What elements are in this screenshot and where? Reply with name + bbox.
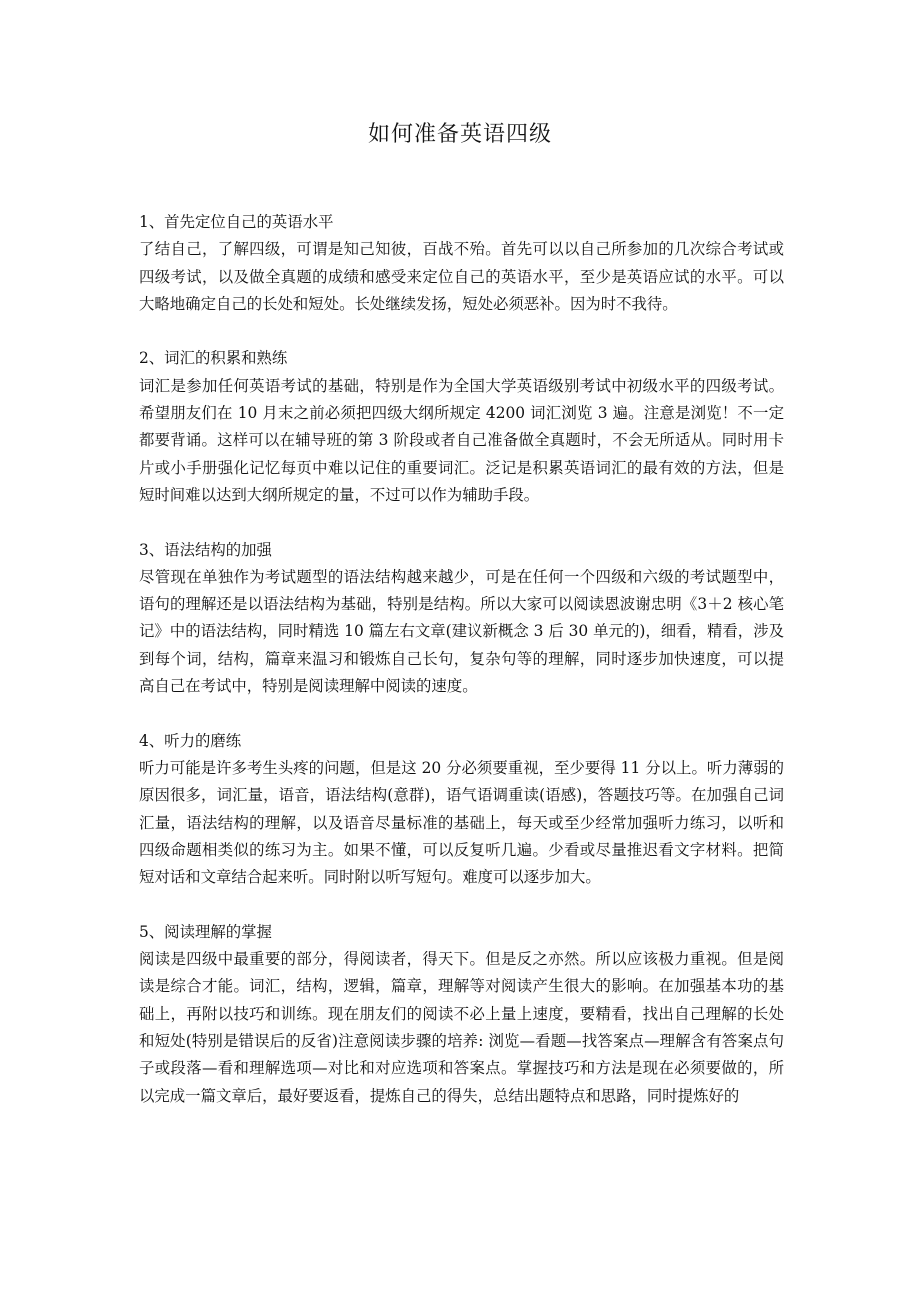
section-paragraph: 尽管现在单独作为考试题型的语法结构越来越少，可是在任何一个四级和六级的考试题型中，语句的理解还是以语法结构为基础，特别是结构。所以大家可以阅读恩波谢忠明《3＋2 核心笔记》中的语法结构，同时精选 10 篇左右文章(建议新概念 3 后 30 单元的)，细看，精看，涉及到每个词，结构，篇章来温习和锻炼自己长句，复杂句等的理解，同时逐步加快速度，可以提高自己在考试中，特别是阅读理解中阅读的速度。: [139, 567, 784, 696]
section-paragraph: 听力可能是许多考生头疼的问题，但是这 20 分必须要重视，至少要得 11 分以上。听力薄弱的原因很多，词汇量，语音，语法结构(意群)，语气语调重读(语感)，答题技巧等。在加强自己词汇量，语法结构的理解，以及语音尽量标准的基础上，每天或至少经常加强听力练习，以听和四级命题相类似的练习为主。如果不懂，可以反复听几遍。少看或尽量推迟看文字材料。把简短对话和文章结合起来听。同时附以听写短句。难度可以逐步加大。: [139, 758, 784, 887]
section-heading: 3、语法结构的加强: [139, 540, 272, 559]
section-paragraph: 词汇是参加任何英语考试的基础，特别是作为全国大学英语级别考试中初级水平的四级考试。希望朋友们在 10 月末之前必须把四级大纲所规定 4200 词汇浏览 3 遍。注意是浏览！不一定都要背诵。这样可以在辅导班的第 3 阶段或者自己准备做全真题时，不会无所适从。同时用卡片或小手册强化记忆每页中难以记住的重要词汇。泛记是积累英语词汇的最有效的方法，但是短时间难以达到大纲所规定的量，不过可以作为辅助手段。: [139, 376, 784, 504]
section-4: [139, 728, 784, 892]
section-paragraph: 阅读是四级中最重要的部分，得阅读者，得天下。但是反之亦然。所以应该极力重视。但是阅读是综合才能。词汇，结构，逻辑，篇章，理解等对阅读产生很大的影响。在加强基本功的基础上，再附以技巧和训练。现在朋友们的阅读不必上量上速度，要精看，找出自己理解的长处和短处(特别是错误后的反省)注意阅读步骤的培养: 浏览—看题—找答案点—理解含有答案点句子或段落—看和理解选项—对比和对应选项和答案点。掌握技巧和方法是现在必须要做的，所以完成一篇文章后，最好要返看，提炼自己的得失，总结出题特点和思路，同时提炼好的: [139, 950, 784, 1105]
section-5: [139, 919, 784, 1110]
section-heading: 1、首先定位自己的英语水平: [139, 213, 334, 231]
section-2: [139, 345, 784, 509]
document-body: [139, 209, 784, 1137]
section-heading: 2、词汇的积累和熟练: [139, 349, 288, 368]
section-heading: 4、听力的磨练: [139, 731, 242, 750]
section-1: [139, 209, 784, 318]
section-paragraph: 了结自己，了解四级，可谓是知己知彼，百战不殆。首先可以以自己所参加的几次综合考试或四级考试，以及做全真题的成绩和感受来定位自己的英语水平，至少是英语应试的水平。可以大略地确定自己的长处和短处。长处继续发扬，短处必须恶补。因为时不我待。: [139, 240, 784, 313]
page-title: 如何准备英语四级: [367, 122, 552, 147]
section-heading: 5、阅读理解的掌握: [139, 922, 272, 941]
section-3: [139, 537, 784, 701]
